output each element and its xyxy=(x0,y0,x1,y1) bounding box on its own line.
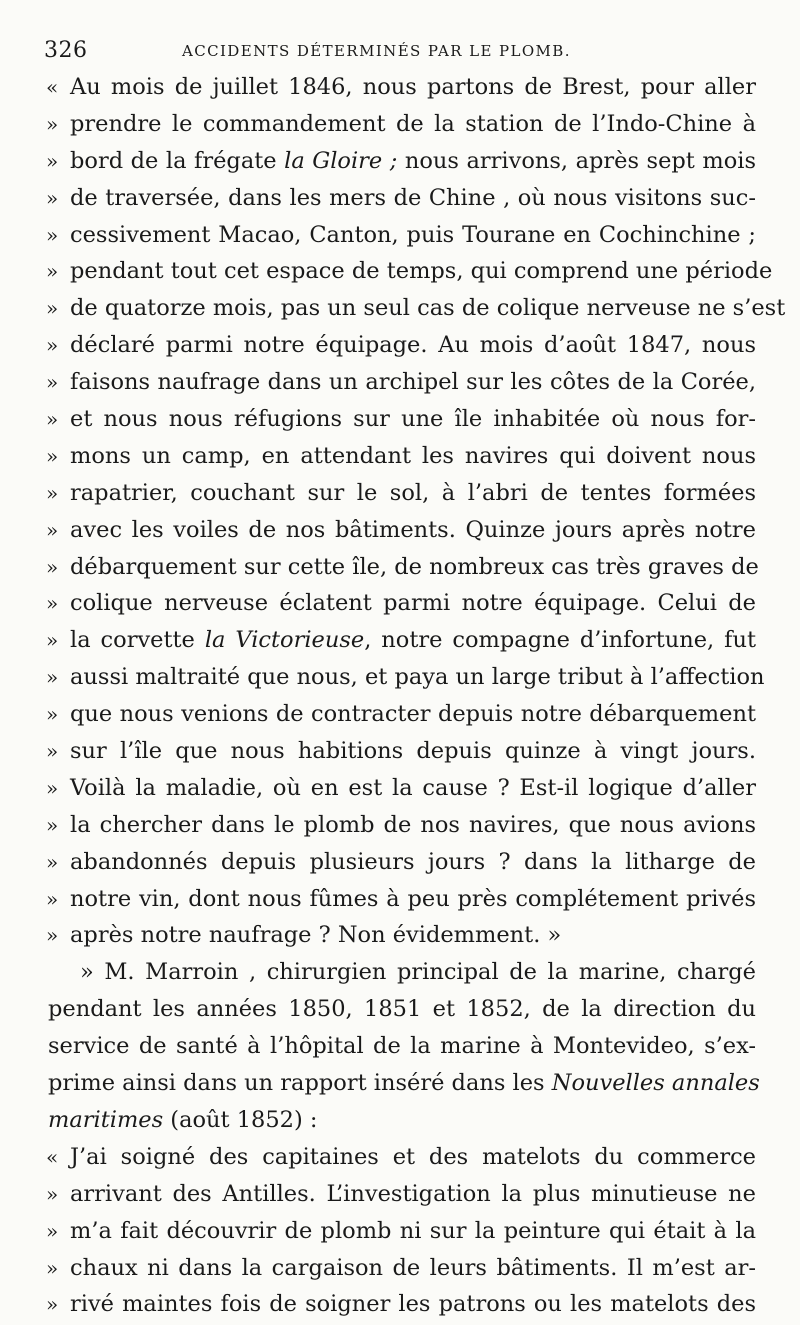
line-text xyxy=(20,1065,760,1102)
line-segment: et nous nous réfugions sur une île inhabitée où nous for- xyxy=(70,406,756,433)
line-segment: prime ainsi dans un rapport inséré dans les xyxy=(48,1070,552,1097)
text-line xyxy=(20,549,759,586)
quote-mark: » xyxy=(46,554,59,579)
text-line xyxy=(20,401,756,438)
text-line xyxy=(20,991,756,1028)
text-line xyxy=(20,1065,760,1102)
text-line xyxy=(20,1250,756,1287)
text-line xyxy=(20,807,756,844)
page-number: 326 xyxy=(44,38,88,63)
line-segment: pendant les années 1850, 1851 et 1852, de la direction du xyxy=(48,996,756,1023)
line-segment: notre vin, dont nous fûmes à peu près complétement privés xyxy=(70,885,756,912)
quote-mark: » xyxy=(46,923,59,948)
line-segment: » M. Marroin , chirurgien principal de la marine, chargé xyxy=(80,959,756,986)
line-text xyxy=(20,585,756,622)
line-segment: prendre le commandement de la station de l’Indo-Chine à xyxy=(70,110,756,137)
text-line xyxy=(20,733,756,770)
quote-mark: » xyxy=(46,480,59,505)
quote-mark: « xyxy=(46,1144,59,1169)
quote-mark: » xyxy=(46,443,59,468)
line-segment: , notre compagne d’infortune, fut xyxy=(364,627,756,654)
quote-mark: » xyxy=(46,775,59,800)
line-segment: de traversée, dans les mers de Chine , où nous visitons suc- xyxy=(70,184,756,211)
quote-mark: » xyxy=(46,591,59,616)
line-text xyxy=(20,475,756,512)
line-text xyxy=(20,438,756,475)
line-segment: débarquement sur cette île, de nombreux cas très graves de xyxy=(70,553,759,580)
quote-mark: » xyxy=(46,222,59,247)
line-segment: que nous venions de contracter depuis notre débarquement xyxy=(70,701,756,728)
quote-mark: » xyxy=(46,1292,59,1317)
text-line xyxy=(20,290,786,327)
quote-mark: » xyxy=(46,702,59,727)
text-line xyxy=(20,954,756,991)
line-text xyxy=(20,954,756,991)
line-text xyxy=(20,290,786,327)
quote-mark: » xyxy=(46,739,59,764)
italic-title: la Victorieuse xyxy=(204,627,365,654)
line-text xyxy=(20,770,756,807)
quote-mark: » xyxy=(46,1218,59,1243)
text-line xyxy=(20,1139,756,1176)
line-text xyxy=(20,844,756,881)
text-line xyxy=(20,622,756,659)
line-segment: chaux ni dans la cargaison de leurs bâtiments. Il m’est ar- xyxy=(70,1254,756,1281)
line-text xyxy=(20,217,756,254)
text-line xyxy=(20,364,756,401)
quote-mark: » xyxy=(46,628,59,653)
text-line xyxy=(20,770,756,807)
text-line xyxy=(20,180,756,217)
line-segment: abandonnés depuis plusieurs jours ? dans la litharge de xyxy=(70,848,756,875)
text-line xyxy=(20,1286,756,1323)
text-line xyxy=(20,106,756,143)
line-segment: rivé maintes fois de soigner les patrons ou les matelots des xyxy=(70,1291,756,1318)
italic-title: maritimes xyxy=(48,1106,164,1133)
line-text xyxy=(20,106,756,143)
text-line xyxy=(20,327,756,364)
line-text xyxy=(20,917,756,954)
line-text xyxy=(20,659,765,696)
line-text xyxy=(20,1250,756,1287)
line-text xyxy=(20,253,773,290)
line-segment: sur l’île que nous habitions depuis quinze à vingt jours. xyxy=(70,738,756,765)
line-text xyxy=(20,991,756,1028)
line-segment: Voilà la maladie, où en est la cause ? Est-il logique d’aller xyxy=(70,774,756,801)
text-line xyxy=(20,1102,756,1139)
line-text xyxy=(20,881,756,918)
line-segment: faisons naufrage dans un archipel sur les côtes de la Corée, xyxy=(70,369,756,396)
quote-mark: » xyxy=(46,259,59,284)
line-text xyxy=(20,696,756,733)
text-line xyxy=(20,438,756,475)
line-segment: Au mois de juillet 1846, nous partons de Brest, pour aller xyxy=(70,74,756,100)
line-text xyxy=(20,622,756,659)
quote-mark: » xyxy=(46,517,59,542)
quote-mark: » xyxy=(46,296,59,321)
line-text xyxy=(20,549,759,586)
line-segment: la corvette xyxy=(70,627,205,654)
line-segment: après notre naufrage ? Non évidemment. » xyxy=(70,922,562,949)
text-line xyxy=(20,1028,756,1065)
line-segment: de quatorze mois, pas un seul cas de colique nerveuse ne s’est xyxy=(70,295,786,322)
line-text xyxy=(20,401,756,438)
quote-mark: » xyxy=(46,665,59,690)
text-line xyxy=(20,1176,756,1213)
text-line xyxy=(20,512,756,549)
italic-title: Nouvelles annales xyxy=(551,1070,760,1097)
line-segment: service de santé à l’hôpital de la marine à Montevideo, s’ex- xyxy=(48,1033,756,1060)
text-line xyxy=(20,143,756,180)
line-segment: rapatrier, couchant sur le sol, à l’abri de tentes formées xyxy=(70,479,756,506)
line-text xyxy=(20,512,756,549)
text-line xyxy=(20,844,756,881)
line-segment: arrivant des Antilles. L’investigation la plus minutieuse ne xyxy=(70,1180,756,1207)
line-segment: colique nerveuse éclatent parmi notre équipage. Celui de xyxy=(70,590,756,617)
quote-mark: » xyxy=(46,370,59,395)
line-text xyxy=(20,180,756,217)
text-line xyxy=(20,659,765,696)
italic-title: la Gloire ; xyxy=(284,147,398,174)
line-text xyxy=(20,1028,756,1065)
line-segment: cessivement Macao, Canton, puis Tourane en Cochinchine ; xyxy=(70,221,756,248)
text-line xyxy=(20,1213,756,1250)
text-line xyxy=(20,475,756,512)
line-text xyxy=(20,1102,756,1139)
line-text xyxy=(20,1213,756,1250)
quote-mark: » xyxy=(46,407,59,432)
quote-mark: » xyxy=(46,185,59,210)
quote-mark: » xyxy=(46,148,59,173)
line-text xyxy=(20,1139,756,1176)
line-segment: déclaré parmi notre équipage. Au mois d’août 1847, nous xyxy=(70,332,756,359)
text-line xyxy=(20,696,756,733)
line-segment: J’ai soigné des capitaines et des matelots du commerce xyxy=(70,1143,756,1170)
line-segment: nous arrivons, après sept mois xyxy=(397,147,756,174)
body-text xyxy=(20,69,786,1323)
quote-mark: » xyxy=(46,812,59,837)
quote-mark: » xyxy=(46,111,59,136)
line-text xyxy=(20,1286,756,1323)
line-segment: pendant tout cet espace de temps, qui comprend une période xyxy=(70,258,773,285)
line-text xyxy=(20,143,756,180)
quote-mark: » xyxy=(46,849,59,874)
quote-mark: » xyxy=(46,1255,59,1280)
text-line xyxy=(20,69,756,106)
quote-mark: » xyxy=(46,333,59,358)
line-segment: (août 1852) : xyxy=(163,1106,318,1133)
line-text xyxy=(20,807,756,844)
quote-mark: » xyxy=(46,1181,59,1206)
quote-mark: « xyxy=(46,75,59,99)
running-title: ACCIDENTS DÉTERMINÉS PAR LE PLOMB. xyxy=(182,42,571,60)
quote-mark: » xyxy=(46,886,59,911)
line-segment: avec les voiles de nos bâtiments. Quinze jours après notre xyxy=(70,516,756,543)
text-line xyxy=(20,917,756,954)
line-text xyxy=(20,364,756,401)
line-segment: mons un camp, en attendant les navires qui doivent nous xyxy=(70,442,756,469)
text-line xyxy=(20,217,756,254)
text-line xyxy=(20,585,756,622)
line-segment: aussi maltraité que nous, et paya un large tribut à l’affection xyxy=(70,664,765,691)
text-line xyxy=(20,881,756,918)
text-line xyxy=(20,253,773,290)
page-header xyxy=(44,38,744,68)
line-segment: bord de la frégate xyxy=(70,147,285,174)
line-text xyxy=(20,69,756,106)
line-segment: m’a fait découvrir de plomb ni sur la peinture qui était à la xyxy=(70,1217,756,1244)
line-text xyxy=(20,1176,756,1213)
line-text xyxy=(20,327,756,364)
line-segment: la chercher dans le plomb de nos navires, que nous avions xyxy=(70,811,756,838)
line-text xyxy=(20,733,756,770)
